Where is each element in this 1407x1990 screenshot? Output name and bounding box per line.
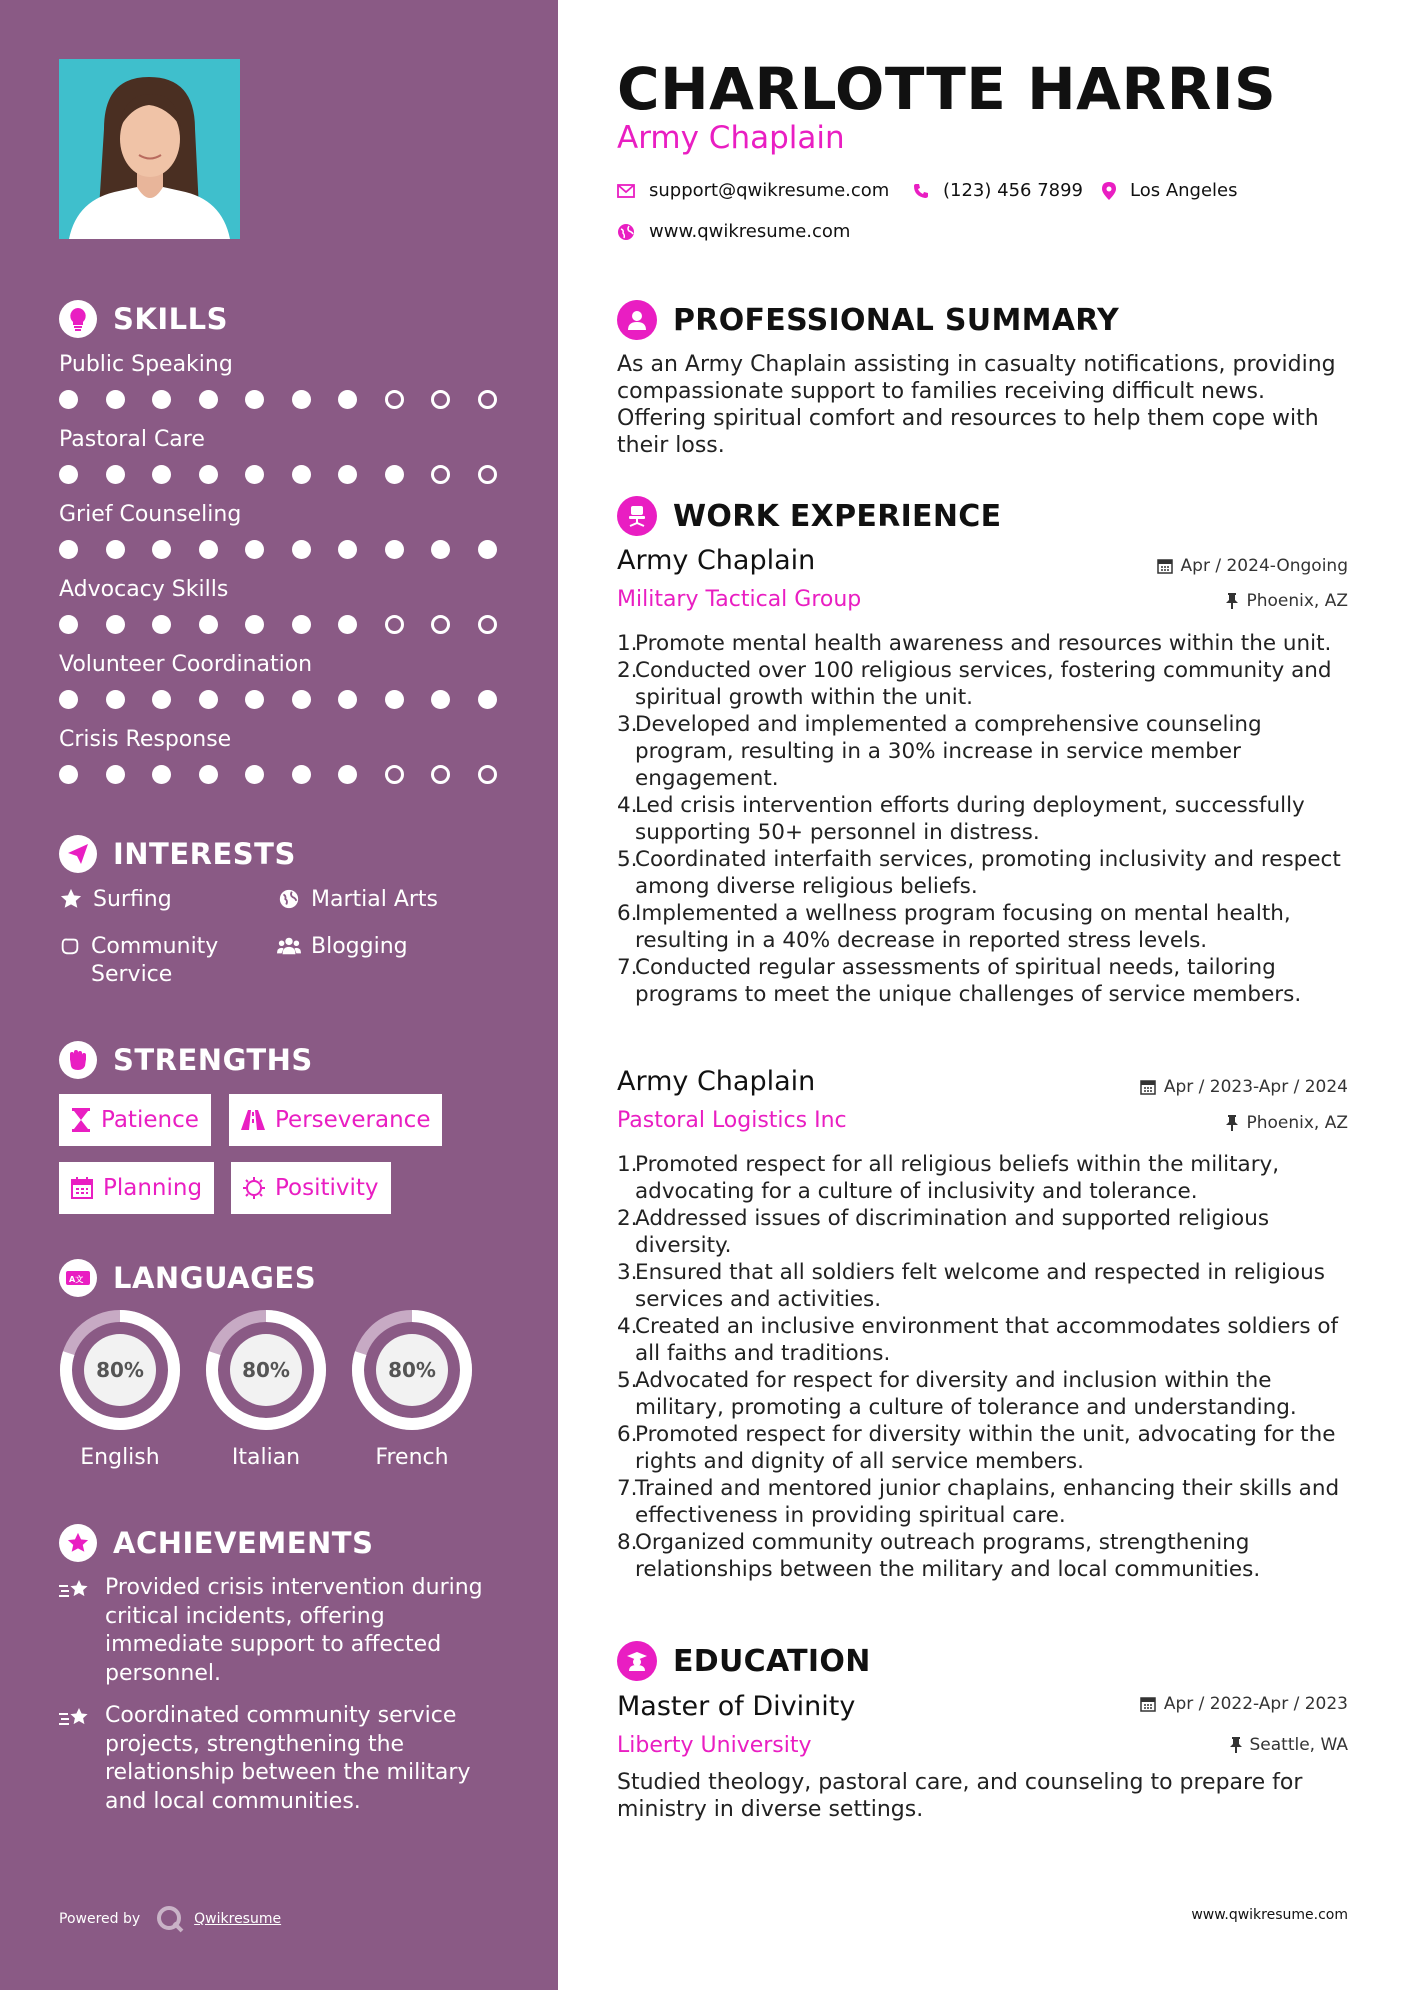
job-location <box>1226 1113 1348 1133</box>
rating-dot-filled <box>338 390 357 409</box>
graduate-icon <box>617 1641 657 1681</box>
globe-icon <box>277 886 301 910</box>
calendar-icon <box>1140 1079 1156 1095</box>
sun-icon <box>243 1177 265 1199</box>
languages-title: LANGUAGES <box>113 1261 317 1295</box>
bullet-text: Trained and mentored junior chaplains, enhancing their skills and effectiveness in providing spiritual care. <box>635 1476 1340 1528</box>
phone-icon <box>913 183 929 199</box>
location-text: Los Angeles <box>1130 180 1238 201</box>
rating-dot-filled <box>245 690 264 709</box>
rating-dot-filled <box>106 690 125 709</box>
map-pin-icon <box>1102 182 1116 200</box>
contact-email[interactable] <box>617 180 889 201</box>
education-heading <box>617 1641 871 1681</box>
star-icon <box>59 886 83 910</box>
website-text: www.qwikresume.com <box>649 221 851 242</box>
rating-dot-filled <box>59 765 78 784</box>
skill-name: Pastoral Care <box>59 427 205 452</box>
job-dates-text: Apr / 2023-Apr / 2024 <box>1163 1077 1348 1097</box>
language-item <box>59 1309 181 1470</box>
education-dates <box>1140 1694 1348 1714</box>
rating-dot-empty <box>385 615 404 634</box>
bullet-number: 1. <box>617 1152 638 1177</box>
bullet-text: Promoted respect for all religious beliefs within the military, advocating for a culture of inclusivity and tolerance. <box>635 1152 1280 1204</box>
interest-item <box>277 933 408 961</box>
bullet-text: Created an inclusive environment that accommodates soldiers of all faiths and traditions. <box>635 1314 1339 1366</box>
hourglass-icon <box>71 1108 91 1132</box>
rating-dot-filled <box>292 765 311 784</box>
rating-dot-filled <box>385 540 404 559</box>
profile-photo <box>59 59 240 239</box>
language-name: French <box>375 1445 449 1470</box>
interest-label: Blogging <box>311 934 408 959</box>
language-percent: 80% <box>388 1358 436 1382</box>
language-percent: 80% <box>242 1358 290 1382</box>
education-location-text: Seattle, WA <box>1249 1735 1348 1755</box>
envelope-icon <box>617 184 635 198</box>
rating-dot-empty <box>478 465 497 484</box>
job-dates <box>1140 1077 1348 1097</box>
bullet-number: 8. <box>617 1530 638 1555</box>
rating-dot-filled <box>385 465 404 484</box>
bullet-text: Conducted over 100 religious services, fostering community and spiritual growth within the unit. <box>635 658 1332 710</box>
rating-dot-filled <box>152 690 171 709</box>
rating-dot-filled <box>338 465 357 484</box>
rating-dot-empty <box>431 615 450 634</box>
interest-label: Martial Arts <box>311 887 439 912</box>
language-name: Italian <box>231 1445 301 1470</box>
rating-dot-filled <box>152 540 171 559</box>
bullet-item <box>617 1475 1357 1529</box>
rating-dot-filled <box>59 690 78 709</box>
education-degree: Master of Divinity <box>617 1691 856 1722</box>
summary-heading <box>617 300 1119 340</box>
contact-phone[interactable] <box>913 180 1083 201</box>
contact-location <box>1102 180 1238 201</box>
bullet-number: 6. <box>617 901 638 926</box>
shooting-star-icon <box>59 1702 93 1816</box>
job-bullets <box>617 630 1357 1008</box>
bullet-item <box>617 1367 1357 1421</box>
email-text: support@qwikresume.com <box>649 180 890 201</box>
strength-label: Perseverance <box>275 1107 431 1133</box>
pushpin-icon <box>1226 1115 1238 1131</box>
language-gauge <box>59 1309 181 1431</box>
skill-rating <box>59 690 524 709</box>
education-location <box>1230 1735 1349 1755</box>
paper-plane-icon <box>59 835 97 873</box>
skill-name: Grief Counseling <box>59 502 242 527</box>
bullet-number: 6. <box>617 1422 638 1447</box>
skill-name: Advocacy Skills <box>59 577 229 602</box>
rating-dot-empty <box>431 465 450 484</box>
rating-dot-filled <box>199 390 218 409</box>
bullet-item <box>617 900 1357 954</box>
rating-dot-filled <box>245 615 264 634</box>
rating-dot-filled <box>431 690 450 709</box>
language-gauge <box>351 1309 473 1431</box>
bullet-item <box>617 1421 1357 1475</box>
svg-text:A文: A文 <box>69 1275 84 1284</box>
rating-dot-filled <box>478 690 497 709</box>
bullet-number: 4. <box>617 793 638 818</box>
rating-dot-empty <box>385 765 404 784</box>
bullet-text: Advocated for respect for diversity and inclusion within the military, promoting a culture of tolerance and understanding. <box>635 1368 1297 1420</box>
achievement-text: Provided crisis intervention during critical incidents, offering immediate support to affected personnel. <box>105 1575 483 1686</box>
strengths-title: STRENGTHS <box>113 1043 313 1077</box>
education-description: Studied theology, pastoral care, and counseling to prepare for ministry in diverse settings. <box>617 1770 1303 1822</box>
rating-dot-filled <box>292 690 311 709</box>
rating-dot-filled <box>199 615 218 634</box>
shooting-star-icon <box>59 1574 93 1688</box>
experience-heading <box>617 496 1001 536</box>
rating-dot-empty <box>385 390 404 409</box>
strength-chip <box>229 1094 442 1146</box>
qwikresume-link[interactable]: Qwikresume <box>194 1911 282 1927</box>
rating-dot-filled <box>245 390 264 409</box>
skill-rating <box>59 465 524 484</box>
contact-website[interactable] <box>617 221 850 242</box>
rating-dot-filled <box>245 540 264 559</box>
bullet-text: Promote mental health awareness and resources within the unit. <box>635 631 1332 656</box>
interest-item <box>59 933 249 989</box>
bullet-number: 7. <box>617 955 638 980</box>
rating-dot-filled <box>292 615 311 634</box>
job-location-text: Phoenix, AZ <box>1246 591 1348 611</box>
bullet-item <box>617 1259 1357 1313</box>
summary-title: PROFESSIONAL SUMMARY <box>673 302 1120 338</box>
rating-dot-filled <box>106 390 125 409</box>
bullet-item <box>617 846 1357 900</box>
star-badge-icon <box>59 1524 97 1562</box>
skill-name: Public Speaking <box>59 352 233 377</box>
skill-name: Volunteer Coordination <box>59 652 313 677</box>
bullet-item <box>617 1205 1357 1259</box>
strength-label: Patience <box>101 1107 199 1133</box>
hand-icon <box>59 933 81 957</box>
rating-dot-filled <box>152 465 171 484</box>
rating-dot-filled <box>431 540 450 559</box>
job-location <box>1226 591 1348 611</box>
phone-text: (123) 456 7899 <box>943 180 1084 201</box>
bullet-text: Organized community outreach programs, strengthening relationships between the military and local communities. <box>635 1530 1261 1582</box>
rating-dot-empty <box>478 615 497 634</box>
rating-dot-filled <box>385 690 404 709</box>
language-item <box>205 1309 327 1470</box>
rating-dot-filled <box>106 765 125 784</box>
bullet-text: Developed and implemented a comprehensive counseling program, resulting in a 30% increase in service member engagement. <box>635 712 1262 791</box>
rating-dot-empty <box>478 390 497 409</box>
rating-dot-filled <box>245 765 264 784</box>
rating-dot-filled <box>152 390 171 409</box>
bullet-number: 3. <box>617 1260 638 1285</box>
language-percent: 80% <box>96 1358 144 1382</box>
interest-item <box>277 886 438 914</box>
user-icon <box>617 300 657 340</box>
skill-rating <box>59 765 524 784</box>
sidebar <box>0 0 558 1990</box>
language-item <box>351 1309 473 1470</box>
bullet-number: 3. <box>617 712 638 737</box>
bullet-item <box>617 954 1357 1008</box>
bullet-text: Coordinated interfaith services, promoting inclusivity and respect among diverse religious beliefs. <box>635 847 1341 899</box>
rating-dot-filled <box>199 765 218 784</box>
rating-dot-filled <box>199 540 218 559</box>
bullet-item <box>617 657 1357 711</box>
strength-label: Planning <box>103 1175 203 1201</box>
rating-dot-filled <box>478 540 497 559</box>
powered-by <box>59 1905 281 1933</box>
rating-dot-filled <box>59 465 78 484</box>
bullet-text: Addressed issues of discrimination and supported religious diversity. <box>635 1206 1270 1258</box>
bullet-number: 5. <box>617 847 638 872</box>
achievements-heading <box>59 1524 373 1562</box>
job-title: Army Chaplain <box>617 1066 816 1097</box>
rating-dot-filled <box>106 465 125 484</box>
bullet-text: Ensured that all soldiers felt welcome and respected in religious services and activities. <box>635 1260 1325 1312</box>
language-name: English <box>80 1445 160 1470</box>
achievement-item <box>59 1702 485 1816</box>
job-title: Army Chaplain <box>617 545 816 576</box>
strengths-heading <box>59 1041 313 1079</box>
calendar-icon <box>1140 1696 1156 1712</box>
rating-dot-filled <box>199 465 218 484</box>
bullet-number: 2. <box>617 1206 638 1231</box>
bullet-text: Implemented a wellness program focusing on mental health, resulting in a 40% decrease in reported stress levels. <box>635 901 1291 953</box>
road-icon <box>241 1110 265 1130</box>
qwikresume-logo-icon <box>156 1905 184 1933</box>
rating-dot-filled <box>106 615 125 634</box>
language-gauge <box>205 1309 327 1431</box>
bullet-item <box>617 1529 1357 1583</box>
rating-dot-empty <box>431 390 450 409</box>
rating-dot-filled <box>292 540 311 559</box>
education-title: EDUCATION <box>673 1643 871 1679</box>
footer-url[interactable]: www.qwikresume.com <box>1191 1907 1348 1923</box>
job-dates <box>1157 556 1348 576</box>
bullet-text: Promoted respect for diversity within the unit, advocating for the rights and dignity of all service members. <box>635 1422 1336 1474</box>
achievement-item <box>59 1574 485 1688</box>
bullet-item <box>617 792 1357 846</box>
strength-chip <box>231 1162 391 1214</box>
skill-name: Crisis Response <box>59 727 232 752</box>
rating-dot-filled <box>292 390 311 409</box>
users-icon <box>277 933 301 957</box>
education-school: Liberty University <box>617 1733 812 1758</box>
interest-label: Surfing <box>93 887 172 912</box>
bullet-number: 7. <box>617 1476 638 1501</box>
rating-dot-empty <box>431 765 450 784</box>
languages-heading <box>59 1259 316 1297</box>
bullet-number: 4. <box>617 1314 638 1339</box>
job-organization: Military Tactical Group <box>617 587 862 612</box>
rating-dot-filled <box>152 615 171 634</box>
interest-label: Community Service <box>91 934 219 987</box>
bullet-item <box>617 1313 1357 1367</box>
bullet-number: 5. <box>617 1368 638 1393</box>
rating-dot-empty <box>478 765 497 784</box>
rating-dot-filled <box>59 390 78 409</box>
bullet-item <box>617 711 1357 792</box>
bullet-item <box>617 630 1357 657</box>
interests-heading <box>59 835 296 873</box>
skill-rating <box>59 390 524 409</box>
strength-chip <box>59 1094 211 1146</box>
experience-title: WORK EXPERIENCE <box>673 498 1002 534</box>
achievement-text: Coordinated community service projects, strengthening the relationship between the military and local communities. <box>105 1703 471 1814</box>
powered-by-label: Powered by <box>59 1911 141 1927</box>
rating-dot-filled <box>338 540 357 559</box>
interests-title: INTERESTS <box>113 837 296 871</box>
rating-dot-filled <box>59 540 78 559</box>
skills-heading <box>59 300 228 338</box>
skill-rating <box>59 540 524 559</box>
achievements-title: ACHIEVEMENTS <box>113 1526 374 1560</box>
rating-dot-filled <box>292 465 311 484</box>
fist-icon <box>59 1041 97 1079</box>
language-card-icon <box>59 1259 97 1297</box>
candidate-name: CHARLOTTE HARRIS <box>617 55 1277 123</box>
bullet-number: 2. <box>617 658 638 683</box>
strength-label: Positivity <box>275 1175 379 1201</box>
bullet-text: Conducted regular assessments of spiritual needs, tailoring programs to meet the unique challenges of service members. <box>635 955 1302 1007</box>
main-content <box>558 0 1407 1990</box>
job-organization: Pastoral Logistics Inc <box>617 1108 847 1133</box>
rating-dot-filled <box>338 615 357 634</box>
rating-dot-filled <box>338 765 357 784</box>
office-chair-icon <box>617 496 657 536</box>
job-dates-text: Apr / 2024-Ongoing <box>1180 556 1348 576</box>
calendar-icon <box>1157 558 1173 574</box>
summary-text: As an Army Chaplain assisting in casualty notifications, providing compassionate support to families receiving difficult news. Offering spiritual comfort and resources to help them cope with their loss. <box>617 352 1336 458</box>
calendar-icon <box>71 1177 93 1199</box>
job-location-text: Phoenix, AZ <box>1246 1113 1348 1133</box>
education-dates-text: Apr / 2022-Apr / 2023 <box>1163 1694 1348 1714</box>
globe-icon <box>617 223 635 241</box>
skill-rating <box>59 615 524 634</box>
skills-title: SKILLS <box>113 302 228 336</box>
rating-dot-filled <box>199 690 218 709</box>
lightbulb-icon <box>59 300 97 338</box>
rating-dot-filled <box>59 615 78 634</box>
rating-dot-filled <box>338 690 357 709</box>
bullet-text: Led crisis intervention efforts during deployment, successfully supporting 50+ personnel in distress. <box>635 793 1305 845</box>
strength-chip <box>59 1162 214 1214</box>
rating-dot-filled <box>245 465 264 484</box>
rating-dot-filled <box>106 540 125 559</box>
bullet-item <box>617 1151 1357 1205</box>
candidate-role: Army Chaplain <box>617 120 845 156</box>
bullet-number: 1. <box>617 631 638 656</box>
pushpin-icon <box>1226 593 1238 609</box>
rating-dot-filled <box>152 765 171 784</box>
job-bullets <box>617 1151 1357 1583</box>
interest-item <box>59 886 172 914</box>
pushpin-icon <box>1230 1737 1242 1753</box>
